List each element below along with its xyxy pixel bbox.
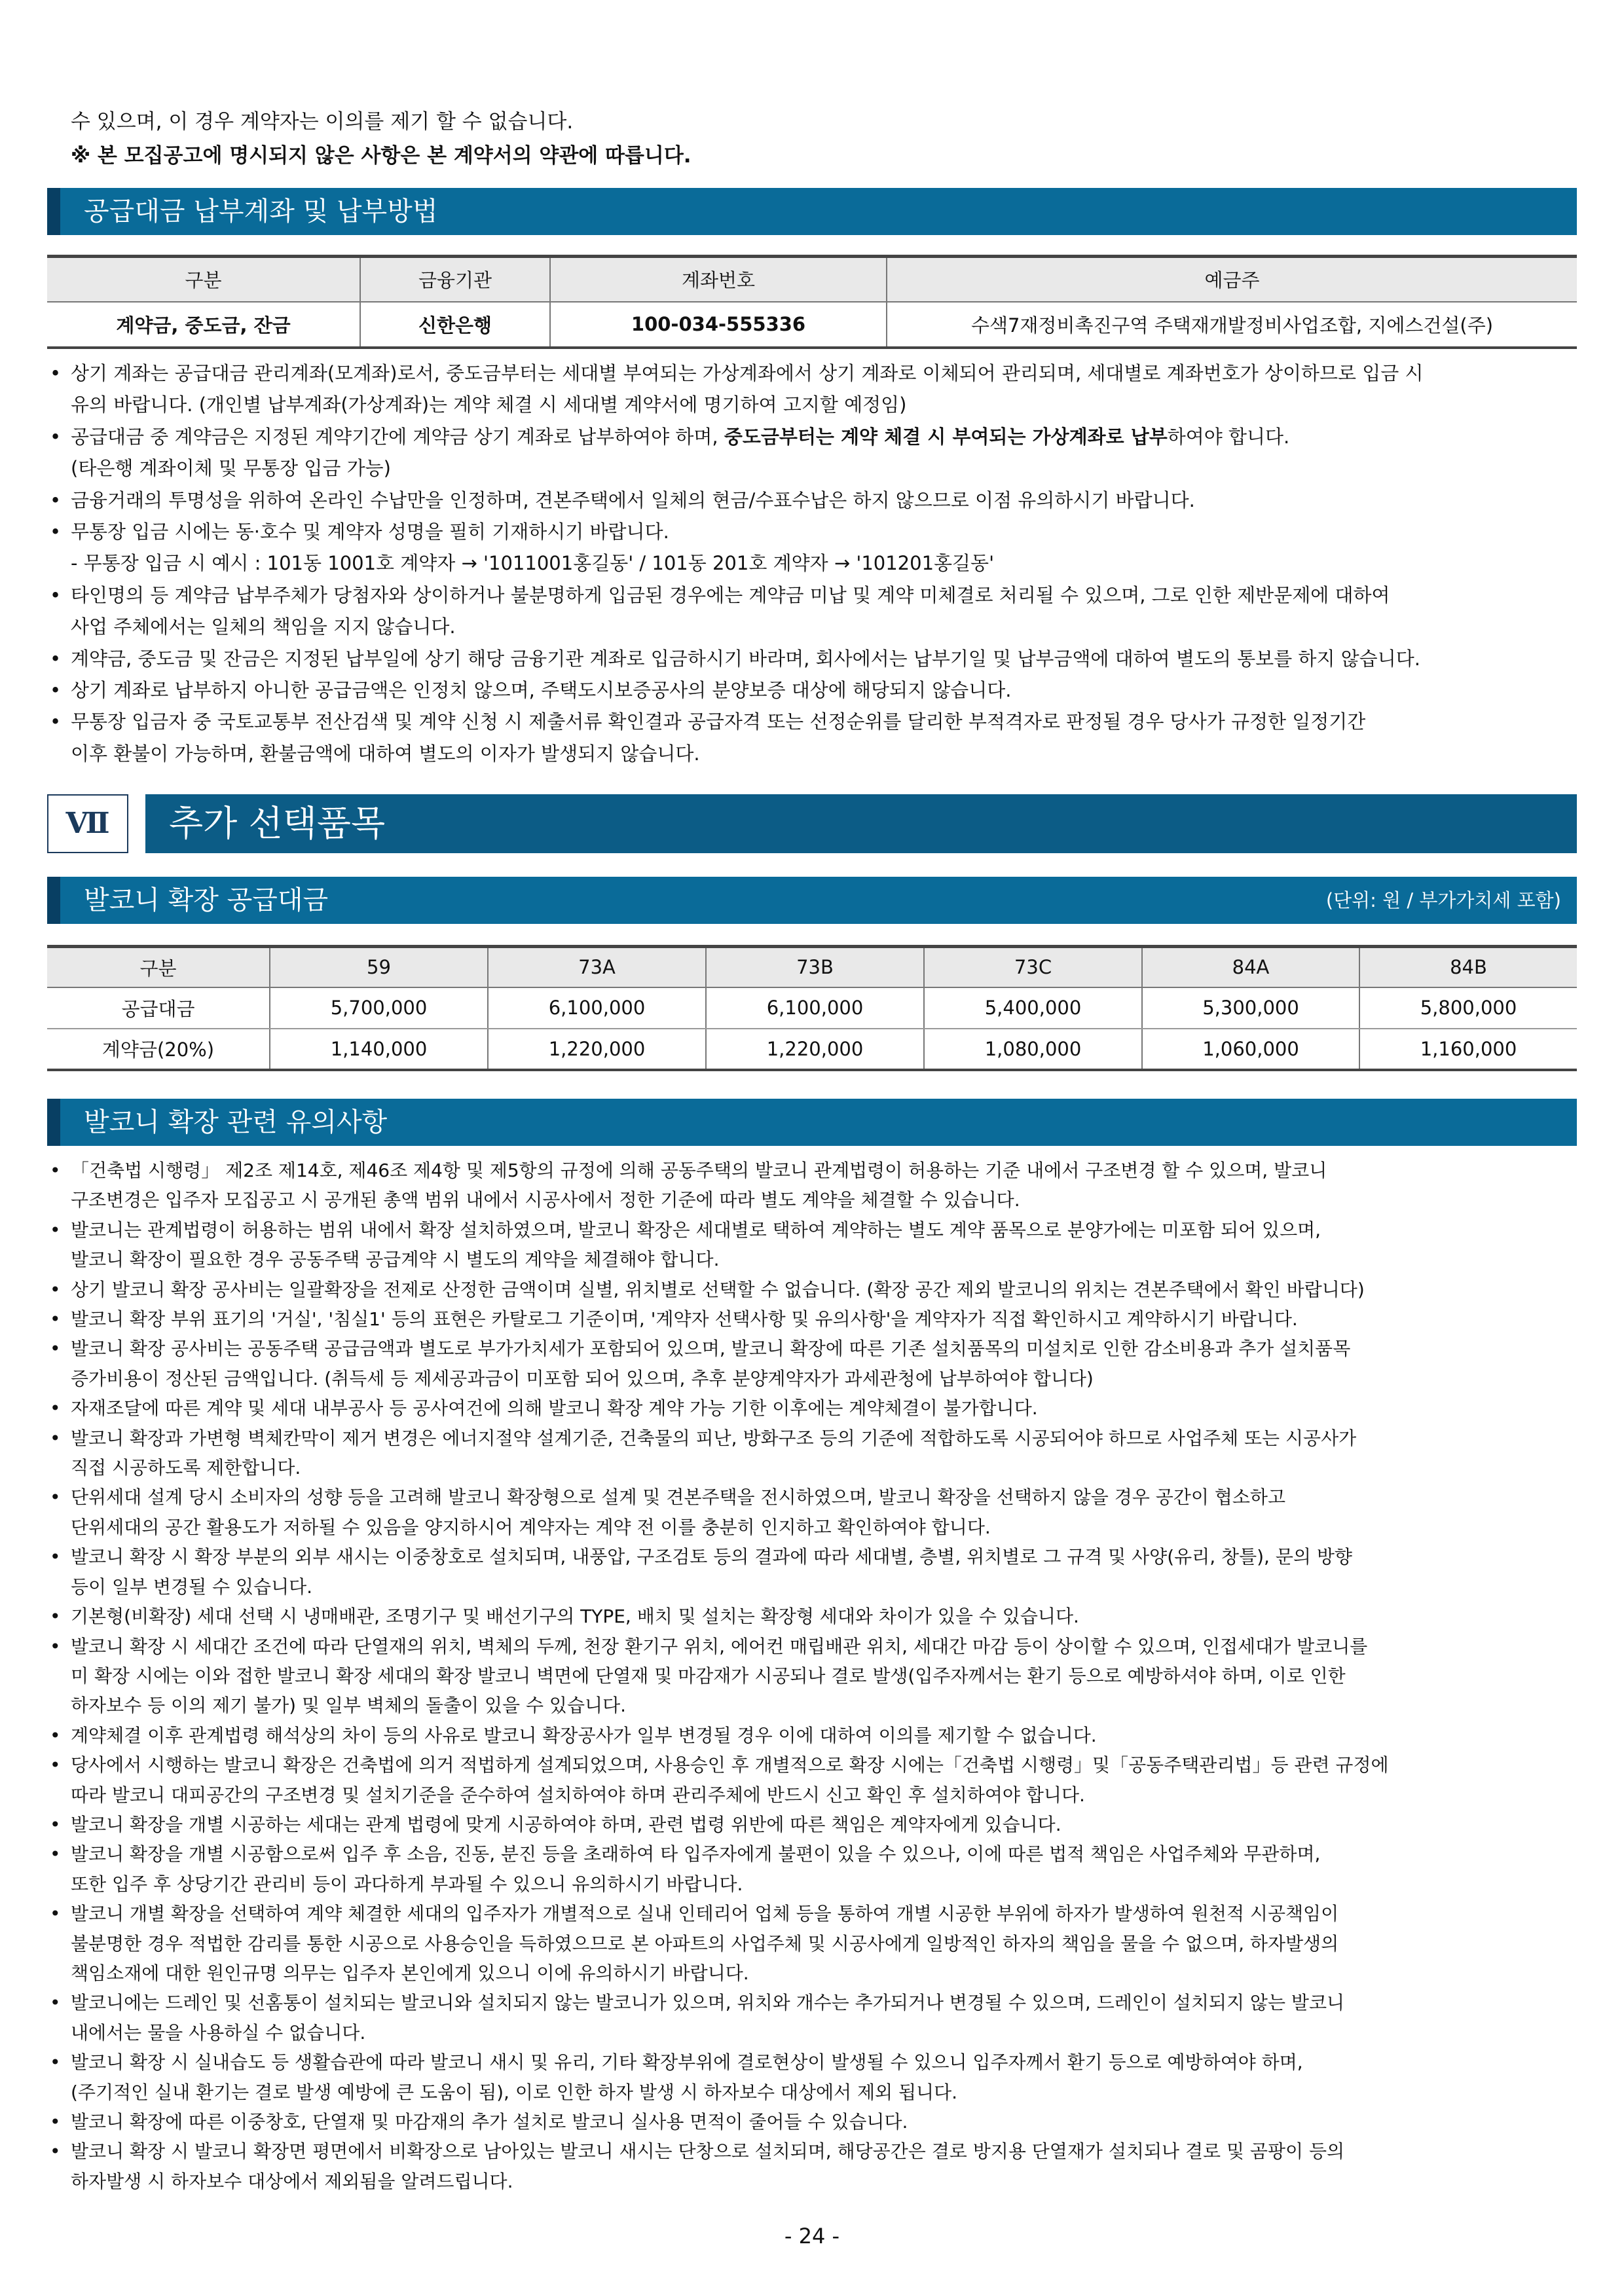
intro-notice: ※ 본 모집공고에 명시되지 않은 사항은 본 계약서의 약관에 따릅니다. [71, 144, 692, 168]
header-cell: 73B [706, 947, 924, 987]
list-item: • 발코니에는 드레인 및 선홈통이 설치되는 발코니와 설치되지 않는 발코니가 있으며, 위치와 개수는 추가되거나 변경될 수 있으며, 드레인이 설치되지 않는 발코니 [47, 1988, 1577, 2017]
section-title: 발코니 확장 관련 유의사항 [84, 1107, 388, 1137]
list-item: • 발코니 확장 시 확장 부분의 외부 새시는 이중창호로 설치되며, 내풍압, 구조검토 등의 결과에 따라 세대별, 층별, 위치별로 그 규격 및 사양(유리, 창틀), 문의 방향 [47, 1542, 1577, 1571]
price-cell: 1,220,000 [488, 1029, 706, 1070]
balcony-notes-section-header [47, 1099, 1577, 1146]
account-number: 100-034-555336 [550, 302, 887, 348]
list-item: 단위세대의 공간 활용도가 저하될 수 있음을 양지하시어 계약자는 계약 전 이를 충분히 인지하고 확인하여야 합니다. [71, 1516, 991, 1538]
price-cell: 5,300,000 [1142, 987, 1359, 1029]
table-row [47, 987, 1577, 1029]
list-item: • 무통장 입금자 중 국토교통부 전산검색 및 계약 신청 시 제출서류 확인결과 공급자격 또는 선정순위를 달리한 부적격자로 판정될 경우 당사가 규정한 일정기간 [47, 706, 1577, 737]
list-item: • 타인명의 등 계약금 납부주체가 당첨자와 상이하거나 불분명하게 입금된 경우에는 계약금 미납 및 계약 미체결로 처리될 수 있으며, 그로 인한 제반문제에 대하여 [47, 579, 1577, 611]
payment-section-header [47, 188, 1577, 235]
list-item: 유의 바랍니다. (개인별 납부계좌(가상계좌)는 계약 체결 시 세대별 계약서에 명기하여 고지할 예정임) [71, 394, 907, 416]
list-item: • 무통장 입금 시에는 동·호수 및 계약자 성명을 필히 기재하시기 바랍니다. [47, 516, 1577, 547]
chapter-title: 추가 선택품목 [145, 794, 1577, 853]
list-item: • 발코니 확장 시 실내습도 등 생활습관에 따라 발코니 새시 및 유리, 기타 확장부위에 결로현상이 발생될 수 있으니 입주자께서 환기 등으로 예방하여야 하며, [47, 2047, 1577, 2077]
payment-notes [47, 358, 1577, 769]
list-item: 발코니 확장이 필요한 경우 공동주택 공급계약 시 별도의 계약을 체결해야 합니다. [71, 1249, 720, 1271]
account-holder: 수색7재정비촉진구역 주택재개발정비사업조합, 지에스건설(주) [887, 302, 1577, 348]
list-item: • 상기 계좌로 납부하지 아니한 공급금액은 인정치 않으며, 주택도시보증공사의 분양보증 대상에 해당되지 않습니다. [47, 674, 1577, 706]
list-item: 또한 입주 후 상당기간 관리비 등이 과다하게 부과될 수 있으니 유의하시기 바랍니다. [71, 1873, 743, 1895]
list-item: 증가비용이 정산된 금액입니다. (취득세 등 제세공과금이 미포함 되어 있으며, 추후 분양계약자가 과세관청에 납부하여야 합니다) [71, 1367, 1094, 1389]
list-item: 책임소재에 대한 원인규명 의무는 입주자 본인에게 있으니 이에 유의하시기 바랍니다. [71, 1962, 749, 1984]
header-cell: 73C [924, 947, 1142, 987]
header-cell: 금융기관 [360, 257, 550, 302]
list-item: • 계약체결 이후 관계법령 해석상의 차이 등의 사유로 발코니 확장공사가 일부 변경될 경우 이에 대하여 이의를 제기할 수 없습니다. [47, 1721, 1577, 1750]
list-item: • 발코니 확장과 가변형 벽체칸막이 제거 변경은 에너지절약 설계기준, 건축물의 피난, 방화구조 등의 기준에 적합하도록 시공되어야 하므로 사업주체 또는 시공사가 [47, 1423, 1577, 1453]
page-number: - 24 - [784, 2224, 840, 2249]
bank-name: 신한은행 [360, 302, 550, 348]
balcony-price-table [47, 945, 1577, 1071]
intro-line: 수 있으며, 이 경우 계약자는 이의를 제기 할 수 없습니다. [71, 110, 574, 134]
list-item: (주기적인 실내 환기는 결로 발생 예방에 큰 도움이 됨), 이로 인한 하자 발생 시 하자보수 대상에서 제외 됩니다. [71, 2081, 958, 2103]
price-cell: 1,060,000 [1142, 1029, 1359, 1070]
header-cell: 59 [270, 947, 488, 987]
list-item: • 발코니는 관계법령이 허용하는 범위 내에서 확장 설치하였으며, 발코니 확장은 세대별로 택하여 계약하는 별도 계약 품목으로 분양가에는 미포함 되어 있으며, [47, 1215, 1577, 1245]
price-cell: 5,800,000 [1359, 987, 1577, 1029]
list-item: • 당사에서 시행하는 발코니 확장은 건축법에 의거 적법하게 설계되었으며, 사용승인 후 개별적으로 확장 시에는「건축법 시행령」및「공동주택관리법」등 관련 규정에 [47, 1750, 1577, 1780]
table-row [47, 302, 1577, 348]
list-item: • 공급대금 중 계약금은 지정된 계약기간에 계약금 상기 계좌로 납부하여야 하며, 중도금부터는 계약 체결 시 부여되는 가상계좌로 납부하여야 합니다. [47, 421, 1577, 452]
list-item: • 상기 발코니 확장 공사비는 일괄확장을 전제로 산정한 금액이며 실별, 위치별로 선택할 수 없습니다. (확장 공간 제외 발코니의 위치는 견본주택에서 확인 바랍니다) [47, 1275, 1577, 1304]
list-item: - 무통장 입금 시 예시 : 101동 1001호 계약자 → '1011001홍길동' / 101동 201호 계약자 → '101201홍길동' [71, 552, 995, 575]
price-cell: 1,140,000 [270, 1029, 488, 1070]
header-cell: 84B [1359, 947, 1577, 987]
list-item: • 「건축법 시행령」 제2조 제14호, 제46조 제4항 및 제5항의 규정에 의해 공동주택의 발코니 관계법령이 허용하는 기준 내에서 구조변경 할 수 있으며, 발코니 [47, 1156, 1577, 1185]
list-item: • 발코니 확장에 따른 이중창호, 단열재 및 마감재의 추가 설치로 발코니 실사용 면적이 줄어들 수 있습니다. [47, 2107, 1577, 2137]
list-item: 이후 환불이 가능하며, 환불금액에 대하여 별도의 이자가 발생되지 않습니다. [71, 742, 700, 765]
list-item: • 발코니 확장을 개별 시공하는 세대는 관계 법령에 맞게 시공하여야 하며, 관련 법령 위반에 따른 책임은 계약자에게 있습니다. [47, 1810, 1577, 1839]
chapter-header [47, 794, 1577, 853]
list-item: • 발코니 확장 부위 표기의 '거실', '침실1' 등의 표현은 카탈로그 기준이며, '계약자 선택사항 및 유의사항'을 계약자가 직접 확인하시고 계약하시기 바랍니다. [47, 1304, 1577, 1334]
list-item: • 단위세대 설계 당시 소비자의 성향 등을 고려해 발코니 확장형으로 설계 및 견본주택을 전시하였으며, 발코니 확장을 선택하지 않을 경우 공간이 협소하고 [47, 1482, 1577, 1512]
list-item: (타은행 계좌이체 및 무통장 입금 가능) [71, 457, 391, 480]
row-label: 계약금(20%) [47, 1029, 270, 1070]
price-cell: 6,100,000 [706, 987, 924, 1029]
chapter-number: Ⅶ [47, 794, 128, 853]
list-item: • 발코니 확장 공사비는 공동주택 공급금액과 별도로 부가가치세가 포함되어 있으며, 발코니 확장에 따른 기존 설치품목의 미설치로 인한 감소비용과 추가 설치품목 [47, 1334, 1577, 1363]
section-title: 발코니 확장 공급대금 [84, 885, 329, 915]
header-cell: 84A [1142, 947, 1359, 987]
header-cell: 계좌번호 [550, 257, 887, 302]
table-row [47, 1029, 1577, 1070]
header-cell: 구분 [47, 947, 270, 987]
payment-account-table [47, 255, 1577, 349]
intro-block [71, 105, 1577, 173]
list-item: 구조변경은 입주자 모집공고 시 공개된 총액 범위 내에서 시공사에서 정한 기준에 따라 별도 계약을 체결할 수 있습니다. [71, 1189, 1020, 1211]
list-item: 따라 발코니 대피공간의 구조변경 및 설치기준을 준수하여 설치하여야 하며 관리주체에 반드시 신고 확인 후 설치하여야 합니다. [71, 1784, 1085, 1806]
list-item: 등이 일부 변경될 수 있습니다. [71, 1575, 313, 1598]
price-cell: 1,220,000 [706, 1029, 924, 1070]
price-cell: 5,400,000 [924, 987, 1142, 1029]
section-title: 공급대금 납부계좌 및 납부방법 [84, 196, 438, 227]
table-header-row [47, 257, 1577, 302]
list-item: 하자발생 시 하자보수 대상에서 제외됨을 알려드립니다. [71, 2170, 513, 2192]
list-item: 미 확장 시에는 이와 접한 발코니 확장 세대의 확장 발코니 벽면에 단열재 및 마감재가 시공되나 결로 발생(입주자께서는 환기 등으로 예방하셔야 하며, 이로 인한 [71, 1664, 1346, 1687]
list-item: • 기본형(비확장) 세대 선택 시 냉매배관, 조명기구 및 배선기구의 TYPE, 배치 및 설치는 확장형 세대와 차이가 있을 수 있습니다. [47, 1602, 1577, 1631]
list-item: • 발코니 개별 확장을 선택하여 계약 체결한 세대의 입주자가 개별적으로 실내 인테리어 업체 등을 통하여 개별 시공한 부위에 하자가 발생하여 원천적 시공책임이 [47, 1899, 1577, 1928]
list-item: • 상기 계좌는 공급대금 관리계좌(모계좌)로서, 중도금부터는 세대별 부여되는 가상계좌에서 상기 계좌로 이체되어 관리되며, 세대별로 계좌번호가 상이하므로 입금 시 [47, 358, 1577, 389]
list-item: 사업 주체에서는 일체의 책임을 지지 않습니다. [71, 615, 456, 638]
list-item: 불분명한 경우 적법한 감리를 통한 시공으로 사용승인을 득하였으므로 본 아파트의 사업주체 및 시공사에게 일방적인 하자의 책임을 물을 수 없으며, 하자발생의 [71, 1932, 1339, 1955]
header-cell: 73A [488, 947, 706, 987]
list-item: 직접 시공하도록 제한합니다. [71, 1457, 301, 1479]
price-cell: 1,080,000 [924, 1029, 1142, 1070]
list-item: 하자보수 등 이의 제기 불가) 및 일부 벽체의 돌출이 있을 수 있습니다. [71, 1695, 627, 1717]
list-item: • 발코니 확장 시 발코니 확장면 평면에서 비확장으로 남아있는 발코니 새시는 단창으로 설치되며, 해당공간은 결로 방지용 단열재가 설치되나 결로 및 곰팡이 등의 [47, 2137, 1577, 2166]
list-item: • 자재조달에 따른 계약 및 세대 내부공사 등 공사여건에 의해 발코니 확장 계약 가능 기한 이후에는 계약체결이 불가합니다. [47, 1393, 1577, 1423]
price-cell: 5,700,000 [270, 987, 488, 1029]
payment-type: 계약금, 중도금, 잔금 [47, 302, 360, 348]
list-item: 내에서는 물을 사용하실 수 없습니다. [71, 2021, 366, 2044]
list-item: • 금융거래의 투명성을 위하여 온라인 수납만을 인정하며, 견본주택에서 일체의 현금/수표수납은 하지 않으므로 이점 유의하시기 바랍니다. [47, 485, 1577, 516]
row-label: 공급대금 [47, 987, 270, 1029]
header-cell: 예금주 [887, 257, 1577, 302]
price-cell: 6,100,000 [488, 987, 706, 1029]
unit-note: (단위: 원 / 부가가치세 포함) [1325, 889, 1561, 911]
table-header-row [47, 947, 1577, 987]
list-item: • 계약금, 중도금 및 잔금은 지정된 납부일에 상기 해당 금융기관 계좌로 입금하시기 바라며, 회사에서는 납부기일 및 납부금액에 대하여 별도의 통보를 하지 않습니다. [47, 643, 1577, 674]
list-item: • 발코니 확장 시 세대간 조건에 따라 단열재의 위치, 벽체의 두께, 천장 환기구 위치, 에어컨 매립배관 위치, 세대간 마감 등이 상이할 수 있으며, 인접세대가 발코니를 [47, 1632, 1577, 1661]
balcony-price-section-header [47, 877, 1577, 924]
price-cell: 1,160,000 [1359, 1029, 1577, 1070]
balcony-notes [47, 1156, 1577, 2196]
list-item: • 발코니 확장을 개별 시공함으로써 입주 후 소음, 진동, 분진 등을 초래하여 타 입주자에게 불편이 있을 수 있으나, 이에 따른 법적 책임은 사업주체와 무관하며, [47, 1839, 1577, 1869]
header-cell: 구분 [47, 257, 360, 302]
